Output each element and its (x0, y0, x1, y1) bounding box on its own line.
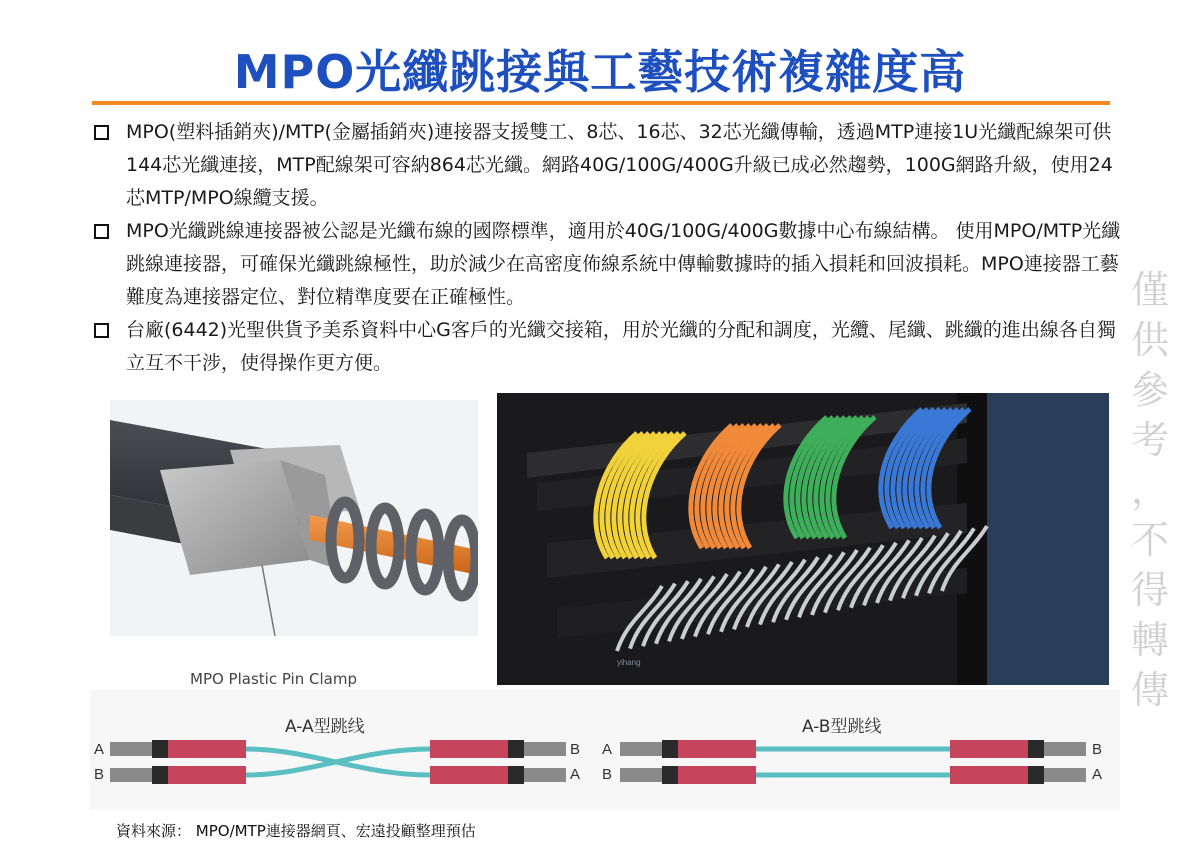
watermark-char: 供 (1130, 318, 1169, 362)
square-bullet-icon (94, 224, 109, 239)
watermark-char: 傳 (1130, 668, 1169, 712)
bullet-text: MPO(塑料插銷夾)/MTP(金屬插銷夾)連接器支援雙工、8芯、16芯、32芯光纖傳輸，透過MTP連接1U光纖配線架可供144芯光纖連接，MTP配線架可容納864芯光纖。網路40G/100G/400G升級已成必然趨勢，100G網路升級，使用24芯MTP/MPO線纜支援。 (126, 121, 1113, 209)
aa-right-top-port: B (570, 741, 581, 758)
page-title: MPO光纖跳接與工藝技術複雜度高 (233, 45, 967, 99)
ab-left-top-port: A (602, 741, 613, 758)
aa-cord-label: A-A型跳线 (285, 717, 365, 737)
aa-right-bottom-port: A (570, 766, 581, 783)
bullet-text: 台廠(6442)光聖供貨予美系資料中心G客戶的光纖交接箱，用於光纖的分配和調度，光纜、尾纖、跳纖的進出線各自獨立互不干涉，使得操作更方便。 (126, 319, 1116, 374)
aa-left-bottom-port: B (94, 766, 105, 783)
ab-right-top-port: B (1092, 741, 1103, 758)
ab-patch-cord (620, 740, 1086, 784)
aa-patch-cord (110, 740, 566, 784)
patch-cord-diagram (90, 690, 1120, 810)
watermark-char: 參 (1130, 368, 1169, 412)
bullet-item (90, 116, 1130, 215)
patch-panel-photo (497, 393, 1109, 685)
watermark-char: ， (1130, 468, 1169, 512)
source-note: 資料來源： MPO/MTP連接器網頁、宏遠投顧整理預估 (116, 822, 476, 840)
panel-brand-label: yihang (617, 658, 641, 667)
ab-right-bottom-port: A (1092, 766, 1103, 783)
connector-caption: MPO Plastic Pin Clamp (190, 670, 357, 688)
ab-left-bottom-port: B (602, 766, 613, 783)
watermark-char: 轉 (1130, 618, 1169, 662)
watermark-char: 得 (1130, 568, 1169, 612)
watermark-text (1130, 265, 1170, 715)
bullet-item (90, 215, 1130, 314)
watermark-char: 不 (1130, 518, 1169, 562)
bullet-item (90, 314, 1130, 380)
watermark-char: 僅 (1130, 268, 1169, 312)
square-bullet-icon (94, 125, 109, 140)
watermark-char: 考 (1130, 418, 1169, 462)
patch-panel-drawing (497, 393, 1109, 685)
mpo-connector-drawing (110, 400, 478, 636)
aa-left-top-port: A (94, 741, 105, 758)
mpo-connector-illustration (110, 400, 478, 636)
bullet-text: MPO光纖跳線連接器被公認是光纖布線的國際標準，適用於40G/100G/400G數據中心布線結構。 使用MPO/MTP光纖跳線連接器，可確保光纖跳線極性，助於減少在高密度佈線系統中傳輸數據時的插入損耗和回波損耗。MPO連接器工藝難度為連接器定位、對位精準度要在正確極性。 (126, 220, 1121, 308)
square-bullet-icon (94, 323, 109, 338)
title-divider (92, 101, 1110, 105)
ab-cord-label: A-B型跳线 (802, 717, 882, 737)
bullet-list (90, 116, 1130, 380)
